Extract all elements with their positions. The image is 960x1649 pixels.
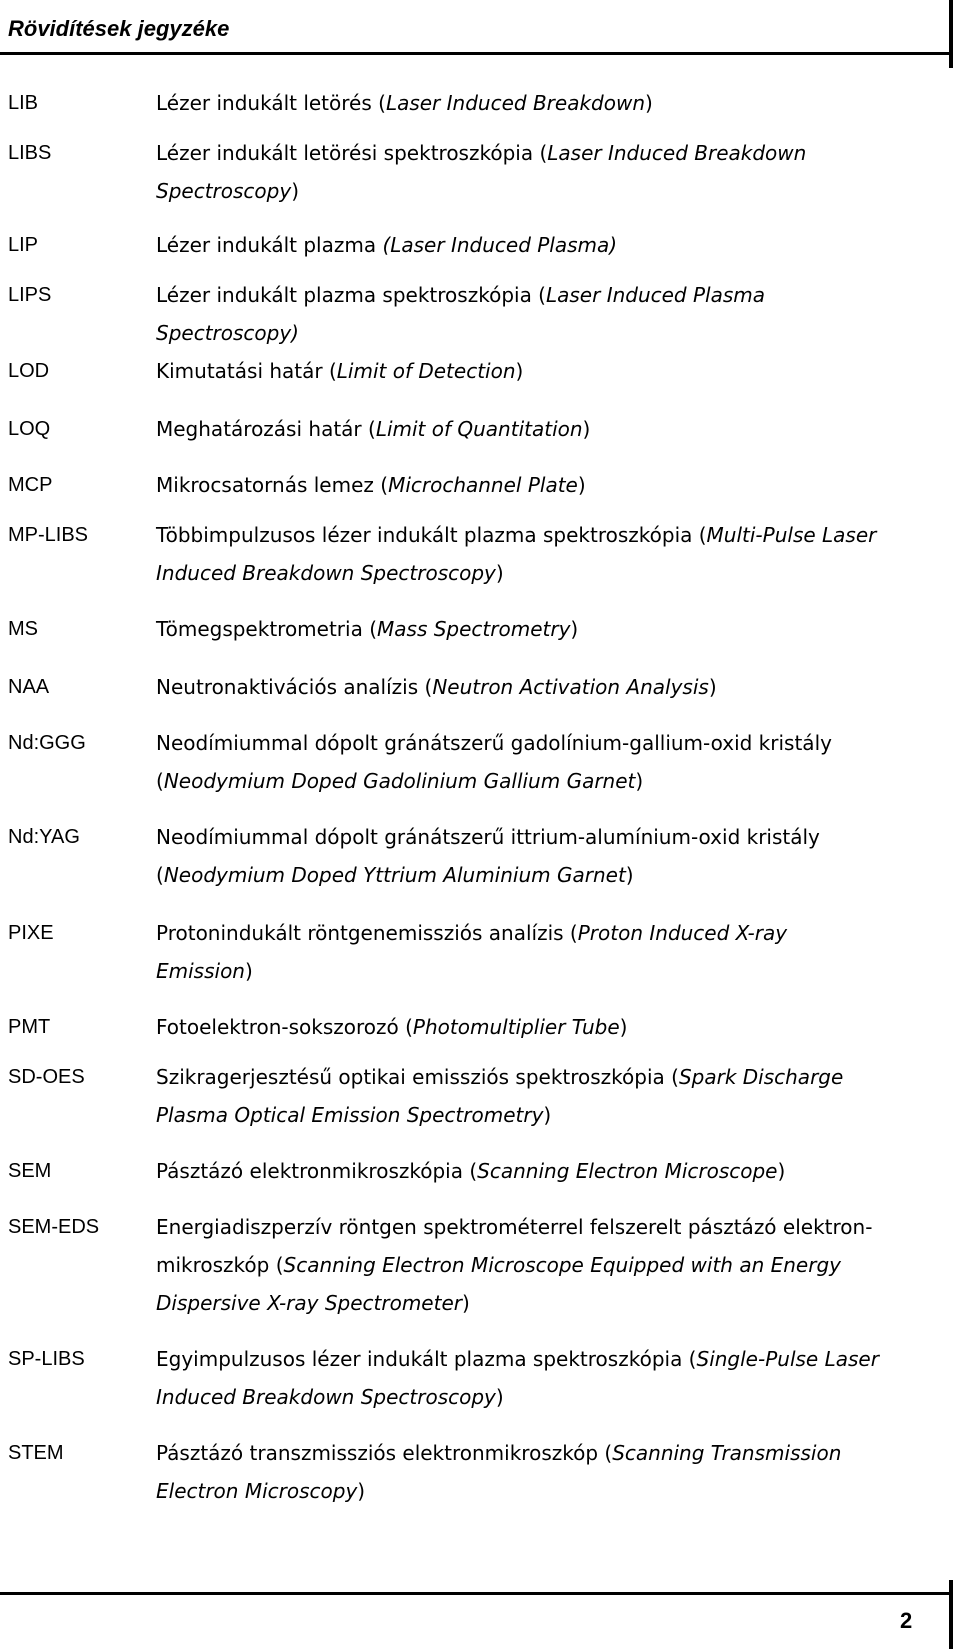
definition-line	[156, 1340, 946, 1378]
page-number: 2	[900, 1608, 913, 1633]
definition-english-term: Proton Induced X-ray	[577, 921, 788, 945]
abbreviation-definition	[156, 226, 946, 264]
definition-english-term: Induced Breakdown Spectroscopy	[156, 1385, 496, 1409]
definition-text: Tömegspektrometria (	[156, 617, 378, 641]
definition-line	[156, 1208, 946, 1246]
definition-english-term: Scanning Electron Microscope Equipped with an Energy	[283, 1253, 841, 1277]
definition-line	[156, 352, 946, 390]
definition-english-term: (Laser Induced Plasma)	[382, 233, 618, 257]
definition-text: Neutronaktivációs analízis (	[156, 675, 433, 699]
definition-text: Protonindukált röntgenemissziós analízis (	[156, 921, 578, 945]
definition-english-term: Limit of Quantitation	[375, 417, 583, 441]
abbreviation-definition	[156, 84, 946, 122]
definition-line	[156, 172, 946, 210]
definition-text: Pásztázó transzmissziós elektronmikroszkóp (	[156, 1441, 613, 1465]
definition-text: (	[156, 769, 164, 793]
definition-text: Pásztázó elektronmikroszkópia (	[156, 1159, 478, 1183]
definition-line	[156, 84, 946, 122]
definition-line	[156, 1434, 946, 1472]
definition-english-term: Dispersive X-ray Spectrometer	[156, 1291, 462, 1315]
definition-english-term: Limit of Detection	[336, 359, 516, 383]
abbreviation-definition	[156, 610, 946, 648]
abbreviation-term: PMT	[8, 1016, 51, 1038]
definition-text: )	[625, 863, 634, 887]
definition-text: Neodímiummal dópolt gránátszerű ittrium-alumínium-oxid kristály	[156, 825, 820, 849]
abbreviation-definition	[156, 410, 946, 448]
definition-english-term: Mass Spectrometry	[377, 617, 571, 641]
definition-text: )	[495, 1385, 504, 1409]
footer-rule	[0, 1592, 953, 1595]
definition-text: Többimpulzusos lézer indukált plazma spektroszkópia (	[156, 523, 707, 547]
abbreviation-term: Nd:GGG	[8, 732, 86, 754]
abbreviation-definition	[156, 466, 946, 504]
abbreviation-definition	[156, 668, 946, 706]
abbreviation-definition	[156, 1008, 946, 1046]
abbreviation-definition	[156, 352, 946, 390]
definition-line	[156, 276, 946, 314]
abbreviation-term: STEM	[8, 1442, 64, 1464]
definition-line	[156, 914, 946, 952]
abbreviation-term: SEM	[8, 1160, 52, 1182]
definition-line	[156, 1058, 946, 1096]
definition-line	[156, 1378, 946, 1416]
definition-line	[156, 856, 946, 894]
definition-line	[156, 134, 946, 172]
definition-text: Neodímiummal dópolt gránátszerű gadolínium-gallium-oxid kristály	[156, 731, 832, 755]
abbreviation-term: LIBS	[8, 142, 52, 164]
definition-line	[156, 1096, 946, 1134]
definition-text: mikroszkóp (	[156, 1253, 284, 1277]
abbreviation-definition	[156, 1434, 946, 1510]
abbreviation-definition	[156, 134, 946, 210]
definition-english-term: Scanning Electron Microscope	[477, 1159, 778, 1183]
definition-english-term: Microchannel Plate	[388, 473, 578, 497]
definition-english-term: Spark Discharge	[678, 1065, 844, 1089]
definition-english-term: Spectroscopy	[156, 179, 292, 203]
abbreviation-term: LOQ	[8, 418, 51, 440]
definition-english-term: Emission	[156, 959, 245, 983]
definition-line	[156, 818, 946, 856]
definition-english-term: Single-Pulse Laser	[696, 1347, 879, 1371]
abbreviation-term: Nd:YAG	[8, 826, 80, 848]
definition-text: Mikrocsatornás lemez (	[156, 473, 389, 497]
definition-line	[156, 410, 946, 448]
definition-line	[156, 554, 946, 592]
definition-text: )	[515, 359, 524, 383]
abbreviation-term: MCP	[8, 474, 53, 496]
definition-text: )	[495, 561, 504, 585]
definition-text: )	[543, 1103, 552, 1127]
definition-english-term: Laser Induced Breakdown	[385, 91, 645, 115]
abbreviation-term: LIP	[8, 234, 39, 256]
definition-line	[156, 1472, 946, 1510]
definition-english-term: Laser Induced Plasma	[545, 283, 766, 307]
definition-text: )	[577, 473, 586, 497]
abbreviation-term: NAA	[8, 676, 50, 698]
definition-text: )	[244, 959, 253, 983]
definition-line	[156, 1246, 946, 1284]
definition-english-term: Electron Microscopy	[156, 1479, 358, 1503]
definition-line	[156, 1284, 946, 1322]
abbreviation-term: LOD	[8, 360, 50, 382]
definition-text: Fotoelektron-sokszorozó (	[156, 1015, 413, 1039]
definition-text: )	[708, 675, 717, 699]
definition-line	[156, 226, 946, 264]
definition-line	[156, 762, 946, 800]
definition-text: Szikragerjesztésű optikai emissziós spektroszkópia (	[156, 1065, 679, 1089]
abbreviation-term: SD-OES	[8, 1066, 85, 1088]
abbreviation-definition	[156, 1058, 946, 1134]
definition-text: Lézer indukált letörés (	[156, 91, 386, 115]
definition-text: Lézer indukált plazma	[156, 233, 383, 257]
abbreviation-definition	[156, 724, 946, 800]
definition-line	[156, 610, 946, 648]
definition-text: Meghatározási határ (	[156, 417, 376, 441]
abbreviation-term: LIB	[8, 92, 39, 114]
abbreviation-term: LIPS	[8, 284, 52, 306]
definition-text: )	[291, 179, 299, 203]
definition-text: )	[582, 417, 591, 441]
definition-text: Egyimpulzusos lézer indukált plazma spektroszkópia (	[156, 1347, 697, 1371]
abbreviation-definition	[156, 914, 946, 990]
abbreviation-definition	[156, 818, 946, 894]
abbreviation-term: SEM-EDS	[8, 1216, 100, 1238]
definition-line	[156, 668, 946, 706]
definition-english-term: Induced Breakdown Spectroscopy	[156, 561, 496, 585]
abbreviation-definition	[156, 1340, 946, 1416]
definition-english-term: Neodymium Doped Gadolinium Gallium Garnet	[163, 769, 636, 793]
definition-text: )	[777, 1159, 786, 1183]
definition-text: )	[619, 1015, 628, 1039]
definition-text: (	[156, 863, 164, 887]
definition-english-term: Neutron Activation Analysis	[432, 675, 709, 699]
definition-text: )	[570, 617, 579, 641]
definition-line	[156, 516, 946, 554]
definition-line	[156, 952, 946, 990]
abbreviation-definition	[156, 516, 946, 592]
definition-text: )	[357, 1479, 366, 1503]
definition-line	[156, 466, 946, 504]
definition-english-term: Scanning Transmission	[612, 1441, 842, 1465]
definition-line	[156, 314, 946, 352]
abbreviation-definition	[156, 1152, 946, 1190]
abbreviation-term: SP-LIBS	[8, 1348, 85, 1370]
footer-rule-tick	[949, 1580, 953, 1649]
page-title: Rövidítések jegyzéke	[8, 16, 230, 41]
definition-text: )	[645, 91, 653, 115]
definition-line	[156, 724, 946, 762]
abbreviation-term: PIXE	[8, 922, 54, 944]
definition-english-term: Plasma Optical Emission Spectrometry	[156, 1103, 544, 1127]
definition-text: )	[635, 769, 644, 793]
definition-english-term: Neodymium Doped Yttrium Aluminium Garnet	[163, 863, 626, 887]
abbreviation-definition	[156, 1208, 946, 1322]
definition-text: )	[461, 1291, 470, 1315]
definition-text: Lézer indukált letörési spektroszkópia (	[156, 141, 548, 165]
definition-text: Kimutatási határ (	[156, 359, 337, 383]
definition-text: Lézer indukált plazma spektroszkópia (	[156, 283, 546, 307]
definition-line	[156, 1152, 946, 1190]
definition-english-term: Spectroscopy)	[156, 321, 299, 345]
definition-english-term: Laser Induced Breakdown	[547, 141, 807, 165]
abbreviation-term: MS	[8, 618, 38, 640]
page-footer	[0, 1580, 960, 1649]
abbreviation-definition	[156, 276, 946, 352]
definition-text: Energiadiszperzív röntgen spektrométerrel felszerelt pásztázó elektron-	[156, 1215, 873, 1239]
abbreviation-term: MP-LIBS	[8, 524, 89, 546]
definition-line	[156, 1008, 946, 1046]
definition-english-term: Multi-Pulse Laser	[706, 523, 877, 547]
definition-english-term: Photomultiplier Tube	[412, 1015, 620, 1039]
